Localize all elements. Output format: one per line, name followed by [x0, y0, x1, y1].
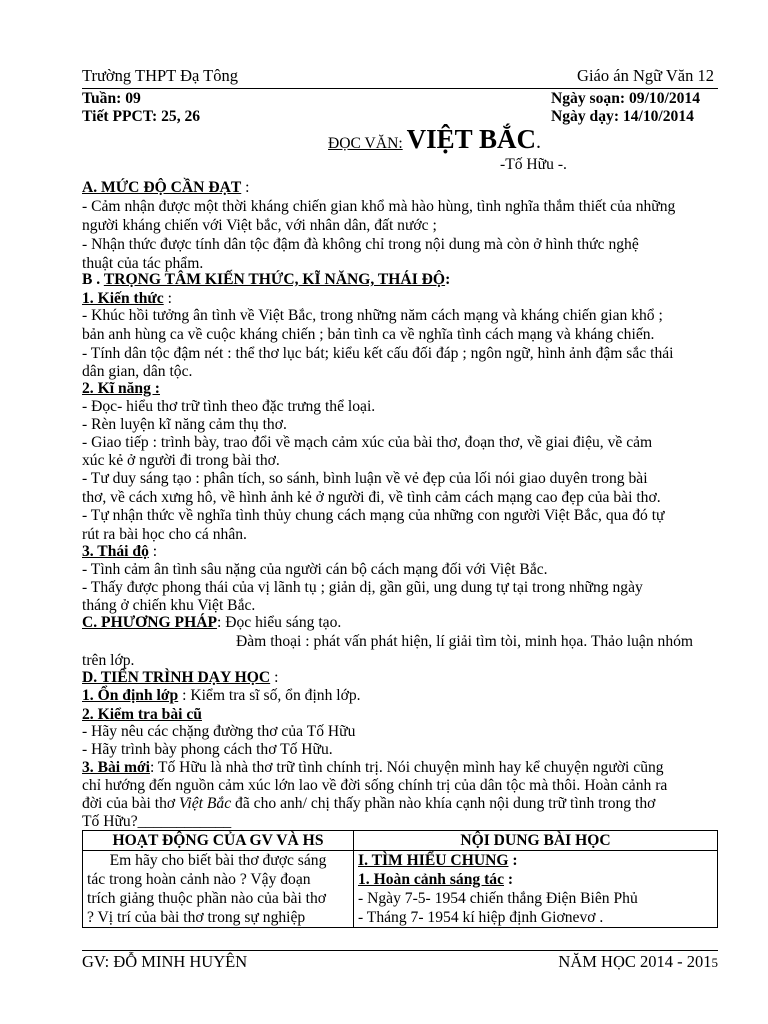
section-b-heading: TRỌNG TÂM KIẾN THỨC, KĨ NĂNG, THÁI ĐỘ — [103, 271, 446, 288]
section-a-colon: : — [241, 179, 250, 196]
section-d-heading: D. TIẾN TRÌNH DẠY HỌC — [82, 669, 271, 686]
content-line-2: - Tháng 7- 1954 kí hiệp định Giơnevơ . — [358, 909, 604, 926]
school-name: Trường THPT Đạ Tông — [82, 66, 238, 85]
step-1-text: : Kiểm tra sĩ số, ổn định lớp. — [178, 687, 361, 704]
doc-type: Giáo án Ngữ Văn 12 — [577, 66, 714, 85]
skills-line-8: rút ra bài học cho cá nhân. — [82, 526, 247, 543]
table-cell-content — [354, 851, 718, 928]
table-header-content: NỘI DUNG BÀI HỌC — [354, 831, 718, 851]
prep-date: Ngày soạn: 09/10/2014 — [551, 90, 701, 107]
section-b-prefix: B . — [82, 271, 104, 288]
section-b-colon: : — [445, 271, 451, 288]
skills-line-2: - Rèn luyện kĩ năng cảm thụ thơ. — [82, 416, 287, 433]
section-a-heading: A. MỨC ĐỘ CẦN ĐẠT — [82, 179, 242, 196]
skills-heading-line — [82, 379, 722, 398]
content-line-1: - Ngày 7-5- 1954 chiến thắng Điện Biên Phủ — [358, 890, 638, 907]
table-header-activities: HOẠT ĐỘNG CỦA GV VÀ HS — [83, 831, 354, 851]
attitude-heading: 3. Thái độ — [82, 543, 149, 560]
content-heading-colon: : — [508, 852, 518, 869]
step-3-poem-title: Việt Bắc — [179, 795, 232, 812]
step-2-line-1: - Hãy nêu các chặng đường thơ của Tố Hữu — [82, 723, 356, 740]
activity-line-2: tác trong hoàn cảnh nào ? Vậy đoạn — [87, 871, 311, 888]
school-year — [558, 952, 718, 972]
knowledge-heading: 1. Kiến thức — [82, 290, 164, 307]
step-3-text-3a: đời của bài thơ — [82, 795, 180, 812]
section-b-heading-line — [82, 270, 722, 289]
step-3-text-3b: đã cho anh/ chị thấy phần nào khía cạnh nội dung trữ tình trong thơ — [231, 795, 656, 812]
title-main: VIỆT BẮC — [406, 124, 536, 154]
knowledge-line-3: - Tính dân tộc đậm nét : thể thơ lục bát; kiểu kết cấu đối đáp ; ngôn ngữ, hình ảnh đậm sắc thái — [82, 345, 674, 362]
table-header-row — [83, 831, 718, 851]
content-sub-line — [358, 870, 713, 889]
periods: Tiết PPCT: 25, 26 — [82, 108, 201, 125]
knowledge-line-4: dân gian, dân tộc. — [82, 363, 193, 380]
teach-date: Ngày dạy: 14/10/2014 — [551, 108, 694, 125]
section-c-colon: : — [216, 614, 222, 631]
school-year-last: 5 — [711, 955, 718, 970]
teacher-name: GV: ĐỖ MINH HUYÊN — [82, 952, 248, 971]
section-a-line-2: người kháng chiến với Việt bắc, với nhân dân, đất nước ; — [82, 217, 437, 234]
knowledge-colon: : — [163, 290, 172, 307]
knowledge-line-2: bản anh hùng ca về cuộc kháng chiến ; bản tình ca về nghĩa tình cách mạng và kháng chiến. — [82, 326, 655, 343]
section-a-line-1: - Cảm nhận được một thời kháng chiến gian khổ mà hào hùng, tình nghĩa thắm thiết của những — [82, 198, 676, 215]
activity-line-1: Em hãy cho biết bài thơ được sáng — [109, 852, 327, 869]
step-2-heading: 2. Kiểm tra bài cũ — [82, 706, 202, 723]
section-c-text-1: Đọc hiểu sáng tạo. — [221, 614, 342, 631]
step-3-line-2: chỉ hướng đến nguồn cảm xúc lớn lao về đời sống chính trị của dân tộc mà thôi. Hoàn cảnh ra — [82, 777, 668, 794]
skills-line-7: - Tự nhận thức về nghĩa tình thủy chung cách mạng của những con người Việt Bắc, qua đó tự — [82, 507, 665, 524]
header-rule — [82, 88, 718, 89]
step-3-line-4: Tố Hữu?____________ — [82, 813, 232, 830]
skills-line-1: - Đọc- hiểu thơ trữ tình theo đặc trưng thể loại. — [82, 398, 376, 415]
week: Tuần: 09 — [82, 90, 141, 107]
school-year-main: NĂM HỌC 2014 - 201 — [558, 952, 712, 971]
section-d-heading-line — [82, 668, 722, 687]
content-sub-colon: : — [504, 871, 514, 888]
attitude-line-1: - Tình cảm ân tình sâu nặng của người cán bộ cách mạng đối với Việt Bắc. — [82, 561, 548, 578]
content-heading-line — [358, 851, 713, 870]
skills-line-4: xúc kẻ ở người đi trong bài thơ. — [82, 452, 280, 469]
lesson-table — [82, 830, 718, 928]
step-3-text-1: : Tố Hữu là nhà thơ trữ tình chính trị. Nói chuyện mình hay kể chuyện người cũng — [149, 759, 664, 776]
section-a-line-3: - Nhận thức được tính dân tộc đậm đà không chỉ trong nội dung mà còn ở hình thức nghệ — [82, 236, 639, 253]
title-author: -Tố Hữu -. — [500, 156, 567, 173]
activity-line-4: ? Vị trí của bài thơ trong sự nghiệp — [87, 909, 306, 926]
attitude-line-3: tháng ở chiến khu Việt Bắc. — [82, 597, 256, 614]
skills-line-5: - Tư duy sáng tạo : phân tích, so sánh, bình luận về vẻ đẹp của lối nói giao duyên trong bài — [82, 470, 648, 487]
step-1-line — [82, 686, 722, 705]
content-heading: I. TÌM HIỂU CHUNG — [358, 852, 509, 869]
page-title — [328, 124, 541, 155]
skills-line-6: thơ, về cách xưng hô, về hình ảnh kẻ ở người đi, về tình cảm cách mạng cao đẹp của bài thơ. — [82, 489, 661, 506]
title-prefix: ĐỌC VĂN: — [328, 135, 403, 152]
step-1-heading: 1. Ổn định lớp — [82, 687, 179, 704]
section-c-line-3: trên lớp. — [82, 652, 135, 669]
section-c-line-1 — [82, 613, 722, 632]
section-d-colon: : — [270, 669, 279, 686]
step-3-heading: 3. Bài mới — [82, 759, 150, 776]
content-subheading: 1. Hoàn cảnh sáng tác — [358, 871, 504, 888]
knowledge-line-1: - Khúc hồi tưởng ân tình về Việt Bắc, trong những năm cách mạng và kháng chiến gian khổ ; — [82, 307, 663, 324]
attitude-colon: : — [148, 543, 158, 560]
attitude-line-2: - Thấy được phong thái của vị lãnh tụ ; giản dị, gần gũi, ung dung tự tại trong những ngày — [82, 579, 643, 596]
table-row — [83, 851, 718, 928]
skills-heading: 2. Kĩ năng : — [82, 380, 160, 397]
step-2-line-2: - Hãy trình bày phong cách thơ Tố Hữu. — [82, 741, 333, 758]
step-3-line-3 — [82, 794, 722, 813]
section-a-line-4: thuật của tác phẩm. — [82, 255, 204, 272]
attitude-heading-line — [82, 542, 722, 561]
section-c-line-2: Đàm thoại : phát vấn phát hiện, lí giải tìm tòi, minh họa. Thảo luận nhóm — [236, 633, 694, 650]
section-a-heading-line — [82, 178, 722, 197]
activity-line-3: trích giảng thuộc phần nào của bài thơ — [87, 890, 327, 907]
title-dot: . — [535, 131, 541, 153]
table-cell-activities — [83, 851, 354, 928]
footer-rule — [82, 950, 718, 951]
step-3-line-1 — [82, 758, 722, 777]
section-c-heading: C. PHƯƠNG PHÁP — [82, 614, 217, 631]
skills-line-3: - Giao tiếp : trình bày, trao đổi về mạch cảm xúc của bài thơ, đoạn thơ, về giai điệu, về cảm — [82, 434, 653, 451]
